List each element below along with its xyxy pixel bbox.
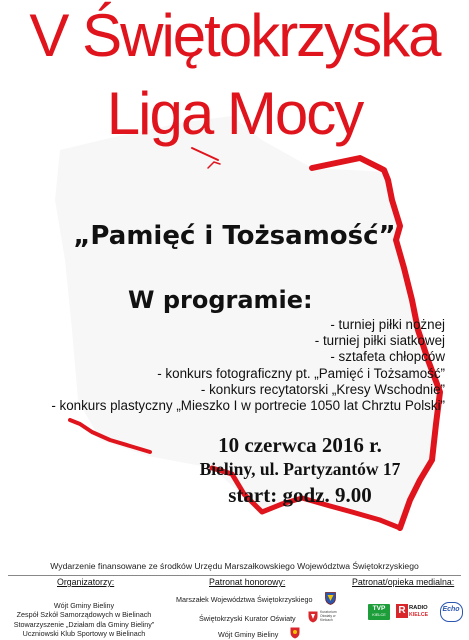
kuratorium-logo-text: Kuratorium Oświaty w Kielcach <box>320 610 337 622</box>
tvp-logo-subtext: KIELCE <box>372 613 386 617</box>
program-item: - konkurs fotograficzny pt. „Pamięć i Tożsamość” <box>157 365 445 381</box>
marshal-crest-icon <box>325 592 336 605</box>
event-theme: „Pamięć i Tożsamość” <box>73 221 396 251</box>
funding-note: Wydarzenie finansowane ze środków Urzędu Marszałkowskiego Województwa Świętokrzyskiego <box>50 561 419 571</box>
media-heading: Patronat/opieka medialna: <box>352 577 455 587</box>
patronage-heading: Patronat honorowy: <box>209 577 286 587</box>
title-line-2: Liga Mocy <box>106 80 363 147</box>
kuratorium-crest-icon <box>308 611 318 623</box>
program-list <box>0 317 445 414</box>
program-heading: W programie: <box>128 286 313 314</box>
patron-wojt: Wójt Gminy Bieliny <box>218 630 279 639</box>
organizers-list <box>10 601 158 639</box>
tvp-logo-text: TVP <box>372 605 386 612</box>
radio-logo-subtext: KIELCE <box>409 612 429 618</box>
organizers-heading: Organizatorzy: <box>57 577 115 587</box>
title-line-1: V Świętokrzyska <box>29 2 440 69</box>
program-item: - konkurs recytatorski „Kresy Wschodnie” <box>200 381 445 397</box>
event-place: Bieliny, ul. Partyzantów 17 <box>199 459 401 479</box>
tvp-kielce-logo <box>368 604 390 620</box>
event-start-time: start: godz. 9.00 <box>228 483 372 507</box>
organizer-item: Zespół Szkół Samorządowych w Bielinach <box>16 610 152 620</box>
patron-kurator: Świętokrzyski Kurator Oświaty <box>199 614 296 623</box>
event-date: 10 czerwca 2016 r. <box>218 433 382 457</box>
organizer-item: Stowarzyszenie „Działam dla Gminy Bieliny” <box>13 619 155 629</box>
organizer-item: Uczniowski Klub Sportowy w Bielinach <box>22 629 146 639</box>
program-item: - turniej piłki nożnej <box>330 317 445 332</box>
radio-kielce-logo: R RADIO KIELCE <box>396 604 436 622</box>
program-item: - konkurs plastyczny „Mieszko I w portrecie 1050 lat Chrztu Polski” <box>51 398 445 414</box>
organizer-item: Wójt Gminy Bieliny <box>53 601 115 610</box>
program-item: - sztafeta chłopców <box>330 349 445 365</box>
radio-logo-text: RADIO <box>409 605 428 611</box>
program-item: - turniej piłki siatkowej <box>314 333 445 349</box>
patron-marshal: Marszałek Województwa Świętokrzyskiego <box>176 595 313 604</box>
bieliny-crest-icon <box>290 627 300 639</box>
echo-logo-text: Echo <box>442 606 460 613</box>
echo-dnia-logo <box>440 602 463 622</box>
footer-divider <box>8 575 461 576</box>
